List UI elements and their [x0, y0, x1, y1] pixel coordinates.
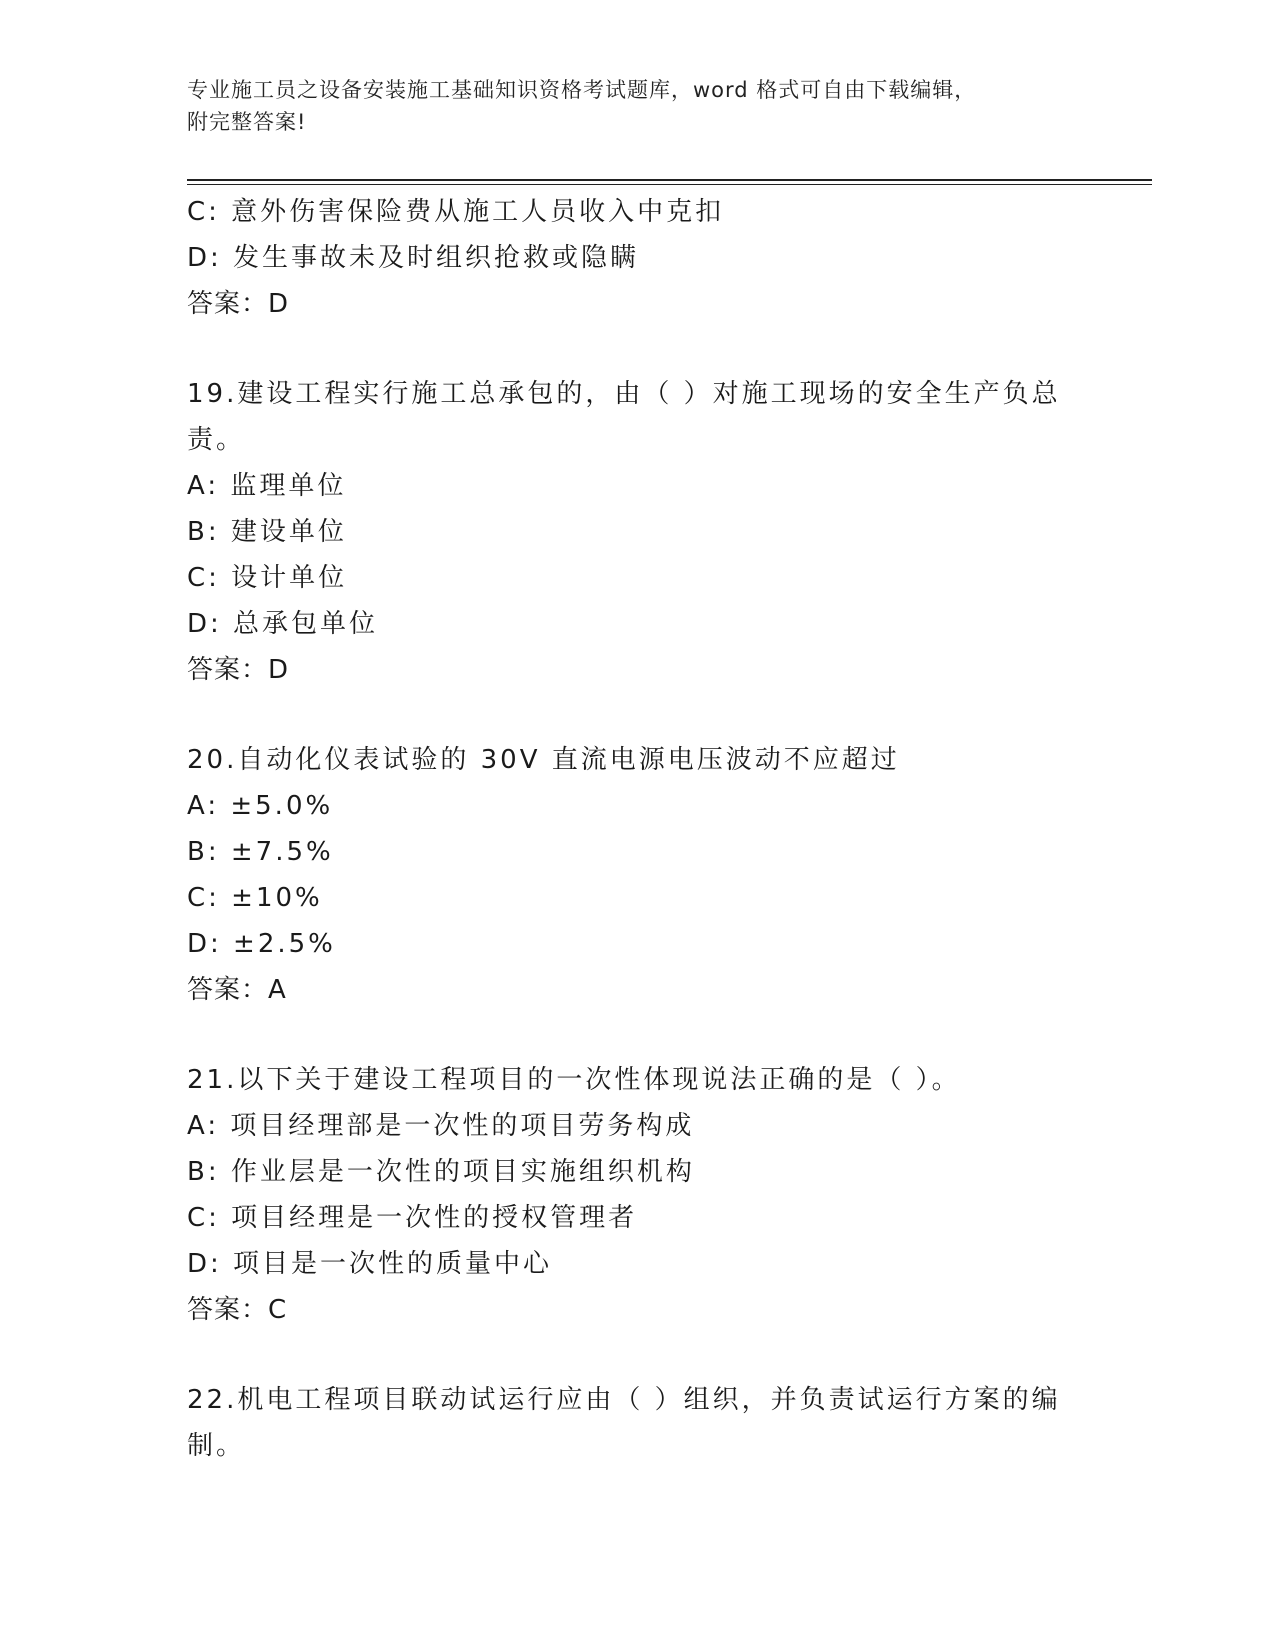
option-d: D: 发生事故未及时组织抢救或隐瞒	[187, 243, 640, 273]
question-20	[187, 737, 1087, 1013]
answer-line: 答案：A	[187, 975, 287, 1005]
question-text-line-1: 22.机电工程项目联动试运行应由（ ）组织，并负责试运行方案的编	[187, 1385, 1061, 1415]
document-body	[187, 189, 1087, 1469]
question-19	[187, 371, 1087, 693]
option-a: A: ±5.0%	[187, 791, 334, 821]
spacer	[187, 1333, 1087, 1377]
option-d: D: ±2.5%	[187, 929, 336, 959]
spacer	[187, 1013, 1087, 1057]
question-text-line-2: 责。	[187, 425, 246, 455]
document-header	[187, 74, 1067, 138]
option-a: A: 项目经理部是一次性的项目劳务构成	[187, 1111, 695, 1141]
option-b: B: 建设单位	[187, 517, 347, 547]
option-c: C: 项目经理是一次性的授权管理者	[187, 1203, 638, 1233]
question-text-line-1: 20.自动化仪表试验的 30V 直流电源电压波动不应超过	[187, 745, 900, 775]
option-c: C: 意外伤害保险费从施工人员收入中克扣	[187, 197, 725, 227]
header-divider-thick	[187, 179, 1152, 181]
spacer	[187, 327, 1087, 371]
header-divider-thin	[187, 184, 1152, 185]
option-b: B: ±7.5%	[187, 837, 334, 867]
header-title-line-1: 专业施工员之设备安装施工基础知识资格考试题库，word 格式可自由下载编辑，	[187, 78, 977, 102]
question-text-line-1: 19.建设工程实行施工总承包的，由（ ）对施工现场的安全生产负总	[187, 379, 1061, 409]
question-text-line-1: 21.以下关于建设工程项目的一次性体现说法正确的是（ ）。	[187, 1065, 961, 1095]
question-text-line-2: 制。	[187, 1431, 246, 1461]
header-title-line-2: 附完整答案!	[187, 110, 307, 134]
question-fragment	[187, 189, 1087, 327]
spacer	[187, 693, 1087, 737]
answer-line: 答案：C	[187, 1295, 288, 1325]
option-a: A: 监理单位	[187, 471, 347, 501]
option-c: C: ±10%	[187, 883, 323, 913]
option-b: B: 作业层是一次性的项目实施组织机构	[187, 1157, 695, 1187]
option-c: C: 设计单位	[187, 563, 348, 593]
option-d: D: 总承包单位	[187, 609, 379, 639]
answer-line: 答案：D	[187, 289, 290, 319]
answer-line: 答案：D	[187, 655, 290, 685]
question-21	[187, 1057, 1087, 1333]
option-d: D: 项目是一次性的质量中心	[187, 1249, 553, 1279]
question-22	[187, 1377, 1087, 1469]
